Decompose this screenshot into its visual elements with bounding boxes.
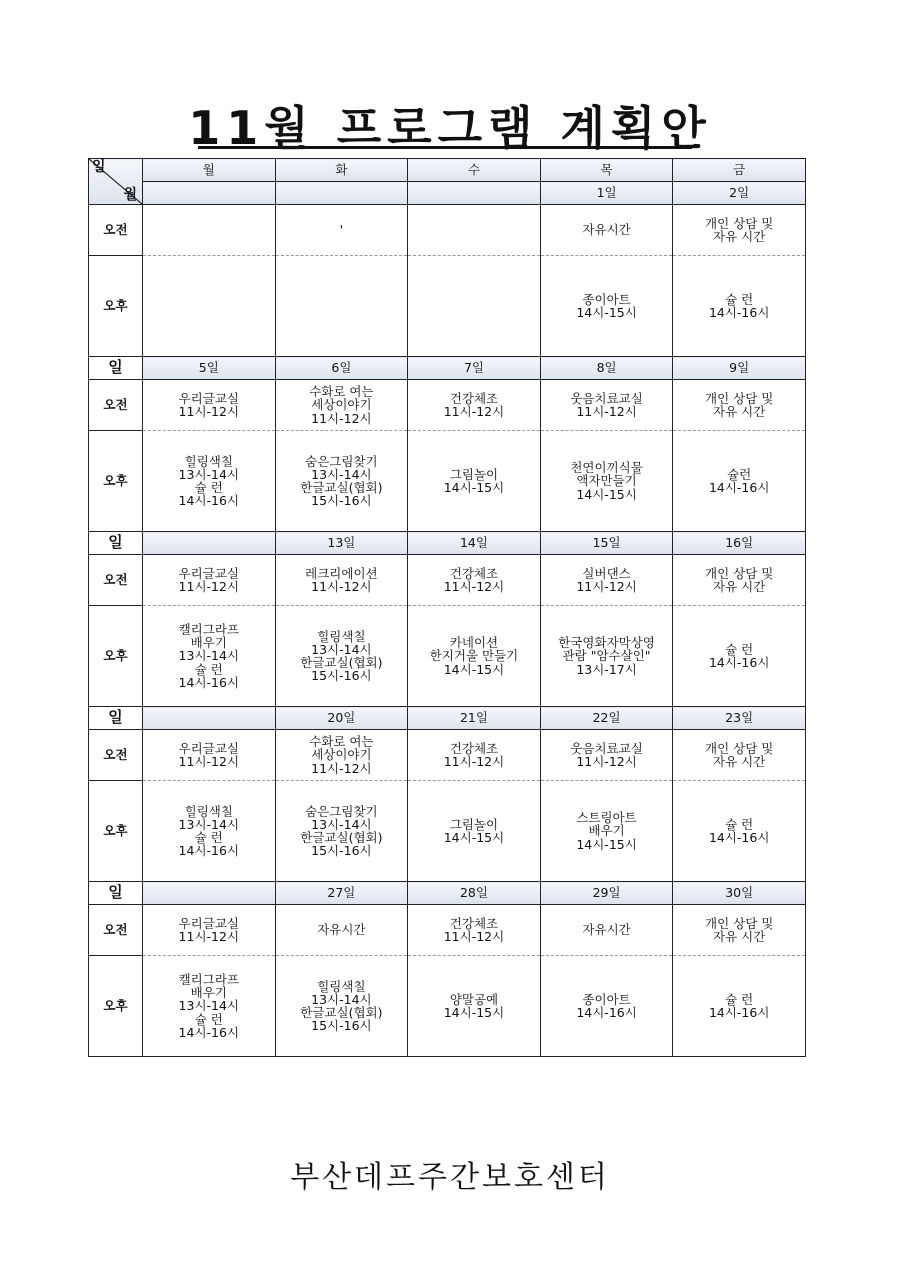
- program-cell: [673, 256, 806, 357]
- am-label: 오전: [89, 205, 143, 256]
- program-cell: [540, 606, 673, 707]
- program-text: 그림놀이: [449, 816, 499, 832]
- pm-label: 오후: [89, 956, 143, 1057]
- program-text: 건강체조: [449, 390, 499, 406]
- date-row: [89, 707, 806, 730]
- program-text: 슐런: [727, 466, 752, 482]
- program-cell: [540, 380, 673, 431]
- program-text: 14시-16시: [576, 1005, 637, 1020]
- program-text: 천연이끼식물: [570, 460, 643, 476]
- weekday-header: 월: [143, 159, 276, 182]
- date-row: [89, 357, 806, 380]
- program-text: 11시-12시: [443, 404, 505, 419]
- page-title: 11월 프로그램 계획안: [188, 101, 712, 155]
- date-cell: [275, 182, 408, 205]
- program-text: 자유 시간: [713, 929, 766, 944]
- weekday-header: 화: [275, 159, 408, 182]
- program-text: 액자만들기: [576, 473, 637, 489]
- date-cell: 2일: [673, 182, 806, 205]
- program-cell: [673, 956, 806, 1057]
- corner-day-label: 일: [92, 159, 106, 175]
- program-text: 배우기: [190, 635, 227, 651]
- date-row: [89, 532, 806, 555]
- program-text: 한지거울 만들기: [429, 648, 519, 664]
- date-cell: 15일: [540, 532, 673, 555]
- program-cell: [673, 781, 806, 882]
- title-underline: [198, 146, 692, 149]
- am-row: [89, 205, 806, 256]
- program-text: 힐링색칠: [184, 803, 233, 819]
- program-text: 실버댄스: [582, 565, 631, 581]
- program-text: 13시-14시: [178, 648, 240, 664]
- program-cell: [540, 730, 673, 781]
- program-cell: [673, 555, 806, 606]
- program-text: 우리글교실: [178, 390, 239, 406]
- program-text: 14시-16시: [708, 830, 770, 845]
- program-text: 힐링색칠: [184, 453, 233, 469]
- program-text: 13시-14시: [311, 466, 372, 482]
- am-row: [89, 555, 806, 606]
- program-text: 14시-15시: [576, 305, 637, 320]
- program-text: 11시-12시: [311, 410, 372, 426]
- program-text: 자유시간: [582, 222, 631, 238]
- weekday-header: 수: [408, 159, 541, 182]
- date-cell: 16일: [673, 532, 806, 555]
- program-text: 자유 시간: [713, 404, 766, 419]
- program-text: 양말공예: [449, 991, 499, 1007]
- date-cell: 27일: [275, 882, 408, 905]
- program-text: 11시-12시: [311, 579, 372, 594]
- program-cell: [143, 380, 276, 431]
- program-cell: [275, 256, 408, 357]
- date-cell: 9일: [673, 357, 806, 380]
- program-text: 13시-14시: [311, 641, 372, 657]
- date-cell: 8일: [540, 357, 673, 380]
- program-text: 14시-16시: [708, 1005, 770, 1020]
- date-cell: 29일: [540, 882, 673, 905]
- program-text: 관람 "암수살인": [562, 648, 651, 664]
- date-cell: 14일: [408, 532, 541, 555]
- program-text: 한글교실(협회): [300, 1005, 383, 1020]
- pm-row: [89, 256, 806, 357]
- program-cell: [275, 781, 408, 882]
- program-text: 11시-12시: [443, 754, 505, 769]
- program-text: 캘리그라프: [178, 622, 239, 638]
- program-cell: [540, 431, 673, 532]
- program-text: 15시-16시: [311, 493, 372, 509]
- am-label: 오전: [89, 905, 143, 956]
- program-cell: [143, 905, 276, 956]
- pm-row: [89, 956, 806, 1057]
- program-text: 14시-16시: [178, 1024, 240, 1040]
- program-cell: [275, 956, 408, 1057]
- program-cell: [275, 606, 408, 707]
- program-cell: [275, 431, 408, 532]
- program-cell: [540, 555, 673, 606]
- am-row: [89, 905, 806, 956]
- program-text: 13시-14시: [311, 991, 372, 1007]
- program-text: 개인 상담 및: [705, 915, 774, 931]
- week-label: 일: [89, 357, 143, 380]
- program-cell: [540, 781, 673, 882]
- program-text: 건강체조: [449, 565, 499, 581]
- program-text: 우리글교실: [178, 915, 239, 931]
- week-label: 일: [89, 882, 143, 905]
- program-text: 11시-12시: [311, 760, 372, 776]
- pm-label: 오후: [89, 781, 143, 882]
- program-cell: [673, 205, 806, 256]
- program-text: 슐 런: [725, 641, 754, 657]
- week-label: 일: [89, 532, 143, 555]
- program-text: 힐링색칠: [317, 978, 366, 994]
- program-cell: [408, 606, 541, 707]
- date-cell: 6일: [275, 357, 408, 380]
- weekday-header: 금: [673, 159, 806, 182]
- pm-label: 오후: [89, 606, 143, 707]
- am-label: 오전: [89, 380, 143, 431]
- program-cell: [673, 431, 806, 532]
- date-cell: 13일: [275, 532, 408, 555]
- program-text: 개인 상담 및: [705, 390, 774, 406]
- program-text: 14시-15시: [443, 480, 505, 495]
- program-text: 자유시간: [582, 922, 631, 938]
- program-cell: [143, 606, 276, 707]
- program-text: 개인 상담 및: [705, 740, 774, 756]
- am-label: 오전: [89, 730, 143, 781]
- date-cell: [408, 182, 541, 205]
- program-cell: [540, 905, 673, 956]
- program-text: 슐 런: [194, 830, 223, 845]
- program-text: 개인 상담 및: [705, 215, 774, 231]
- program-text: 한글교실(협회): [300, 655, 383, 670]
- program-text: 14시-16시: [178, 493, 240, 509]
- program-cell: [408, 380, 541, 431]
- program-text: 14시-15시: [443, 830, 505, 845]
- program-text: 슐 런: [194, 480, 223, 495]
- program-text: 종이아트: [582, 991, 631, 1007]
- am-row: [89, 380, 806, 431]
- program-text: 13시-14시: [178, 466, 240, 482]
- program-text: 숨은그림찾기: [305, 453, 378, 469]
- date-cell: 21일: [408, 707, 541, 730]
- program-text: 카네이션: [449, 635, 499, 651]
- program-text: 세상이야기: [311, 747, 372, 763]
- program-cell: [143, 555, 276, 606]
- program-text: 슐 런: [725, 291, 754, 307]
- program-cell: [540, 956, 673, 1057]
- program-cell: [275, 555, 408, 606]
- program-text: 종이아트: [582, 291, 631, 307]
- program-text: 11시-12시: [178, 929, 240, 944]
- program-cell: [275, 205, 408, 256]
- date-cell: 22일: [540, 707, 673, 730]
- program-cell: [673, 380, 806, 431]
- program-text: 웃음치료교실: [570, 390, 643, 406]
- program-text: 수화로 여는: [309, 734, 374, 750]
- program-text: 14시-15시: [576, 486, 637, 502]
- program-text: 한국영화자막상영: [558, 635, 655, 651]
- date-cell: 5일: [143, 357, 276, 380]
- program-text: 15시-16시: [311, 1018, 372, 1034]
- program-text: 11시-12시: [178, 754, 240, 769]
- program-text: 11시-12시: [178, 579, 240, 594]
- program-text: 11시-12시: [576, 579, 637, 594]
- program-text: 11시-12시: [443, 579, 505, 594]
- program-text: 14시-16시: [708, 305, 770, 320]
- date-cell: [143, 532, 276, 555]
- program-text: 레크리에이션: [305, 565, 378, 581]
- program-text: 11시-12시: [178, 404, 240, 419]
- program-text: 배우기: [588, 823, 625, 839]
- program-text: 15시-16시: [311, 843, 372, 859]
- program-text: 14시-16시: [178, 674, 240, 690]
- program-text: 캘리그라프: [178, 972, 239, 988]
- program-text: 자유 시간: [713, 229, 766, 244]
- program-cell: [408, 431, 541, 532]
- program-text: 14시-15시: [443, 661, 505, 677]
- program-text: 슐 런: [194, 1011, 223, 1027]
- program-text: 웃음치료교실: [570, 740, 643, 756]
- program-text: 자유 시간: [713, 754, 766, 769]
- program-cell: [275, 380, 408, 431]
- program-text: 슐 런: [725, 816, 754, 832]
- program-text: 14시-16시: [708, 480, 770, 495]
- program-cell: [673, 730, 806, 781]
- program-cell: [143, 956, 276, 1057]
- date-cell: 30일: [673, 882, 806, 905]
- program-text: 세상이야기: [311, 397, 372, 413]
- program-text: 슐 런: [725, 991, 754, 1007]
- program-text: 그림놀이: [449, 466, 499, 482]
- program-cell: [408, 905, 541, 956]
- pm-row: [89, 431, 806, 532]
- program-text: 14시-15시: [443, 1005, 505, 1020]
- pm-label: 오후: [89, 431, 143, 532]
- program-cell: [540, 256, 673, 357]
- program-text: 자유시간: [317, 922, 366, 938]
- program-cell: [143, 730, 276, 781]
- pm-row: [89, 606, 806, 707]
- program-text: 13시-14시: [178, 816, 240, 832]
- program-text: 자유 시간: [713, 579, 766, 594]
- program-text: 우리글교실: [178, 740, 239, 756]
- program-cell: [143, 781, 276, 882]
- program-text: 11시-12시: [576, 404, 637, 419]
- date-cell: 28일: [408, 882, 541, 905]
- program-cell: [408, 256, 541, 357]
- program-text: 개인 상담 및: [705, 565, 774, 581]
- center-name: 부산데프주간보호센터: [290, 1160, 610, 1195]
- program-cell: [143, 205, 276, 256]
- program-cell: [673, 606, 806, 707]
- am-label: 오전: [89, 555, 143, 606]
- program-text: 13시-17시: [576, 661, 637, 677]
- date-cell: [143, 882, 276, 905]
- program-text: ': [339, 222, 344, 238]
- program-cell: [408, 956, 541, 1057]
- program-text: 한글교실(협회): [300, 830, 383, 845]
- program-text: 배우기: [190, 985, 227, 1001]
- program-text: 스트링아트: [576, 810, 637, 826]
- program-text: 힐링색칠: [317, 628, 366, 644]
- date-cell: [143, 707, 276, 730]
- program-cell: [408, 781, 541, 882]
- program-cell: [143, 431, 276, 532]
- program-text: 숨은그림찾기: [305, 803, 378, 819]
- weekday-header-row: [89, 159, 806, 182]
- program-text: 수화로 여는: [309, 384, 374, 400]
- pm-label: 오후: [89, 256, 143, 357]
- program-text: 11시-12시: [576, 754, 637, 769]
- program-text: 우리글교실: [178, 565, 239, 581]
- corner-cell: [89, 159, 143, 205]
- date-cell: 20일: [275, 707, 408, 730]
- date-cell: 1일: [540, 182, 673, 205]
- date-cell: [143, 182, 276, 205]
- program-cell: [408, 730, 541, 781]
- schedule-table: [88, 158, 806, 1057]
- program-cell: [143, 256, 276, 357]
- program-cell: [408, 555, 541, 606]
- date-row: [89, 882, 806, 905]
- pm-row: [89, 781, 806, 882]
- program-text: 한글교실(협회): [300, 480, 383, 495]
- program-cell: [673, 905, 806, 956]
- program-text: 15시-16시: [311, 668, 372, 684]
- program-text: 건강체조: [449, 740, 499, 756]
- week-label: 일: [89, 707, 143, 730]
- weekday-header: 목: [540, 159, 673, 182]
- date-cell: 7일: [408, 357, 541, 380]
- program-text: 슐 런: [194, 661, 223, 677]
- program-text: 13시-14시: [311, 816, 372, 832]
- program-text: 건강체조: [449, 915, 499, 931]
- am-row: [89, 730, 806, 781]
- program-cell: [275, 730, 408, 781]
- date-cell: 23일: [673, 707, 806, 730]
- program-cell: [540, 205, 673, 256]
- program-cell: [408, 205, 541, 256]
- program-text: 14시-15시: [576, 836, 637, 852]
- program-text: 11시-12시: [443, 929, 505, 944]
- date-row: [89, 182, 806, 205]
- program-text: 14시-16시: [178, 843, 240, 859]
- program-text: 14시-16시: [708, 655, 770, 670]
- corner-month-label: 월: [123, 187, 137, 204]
- program-text: 13시-14시: [178, 998, 240, 1014]
- program-cell: [275, 905, 408, 956]
